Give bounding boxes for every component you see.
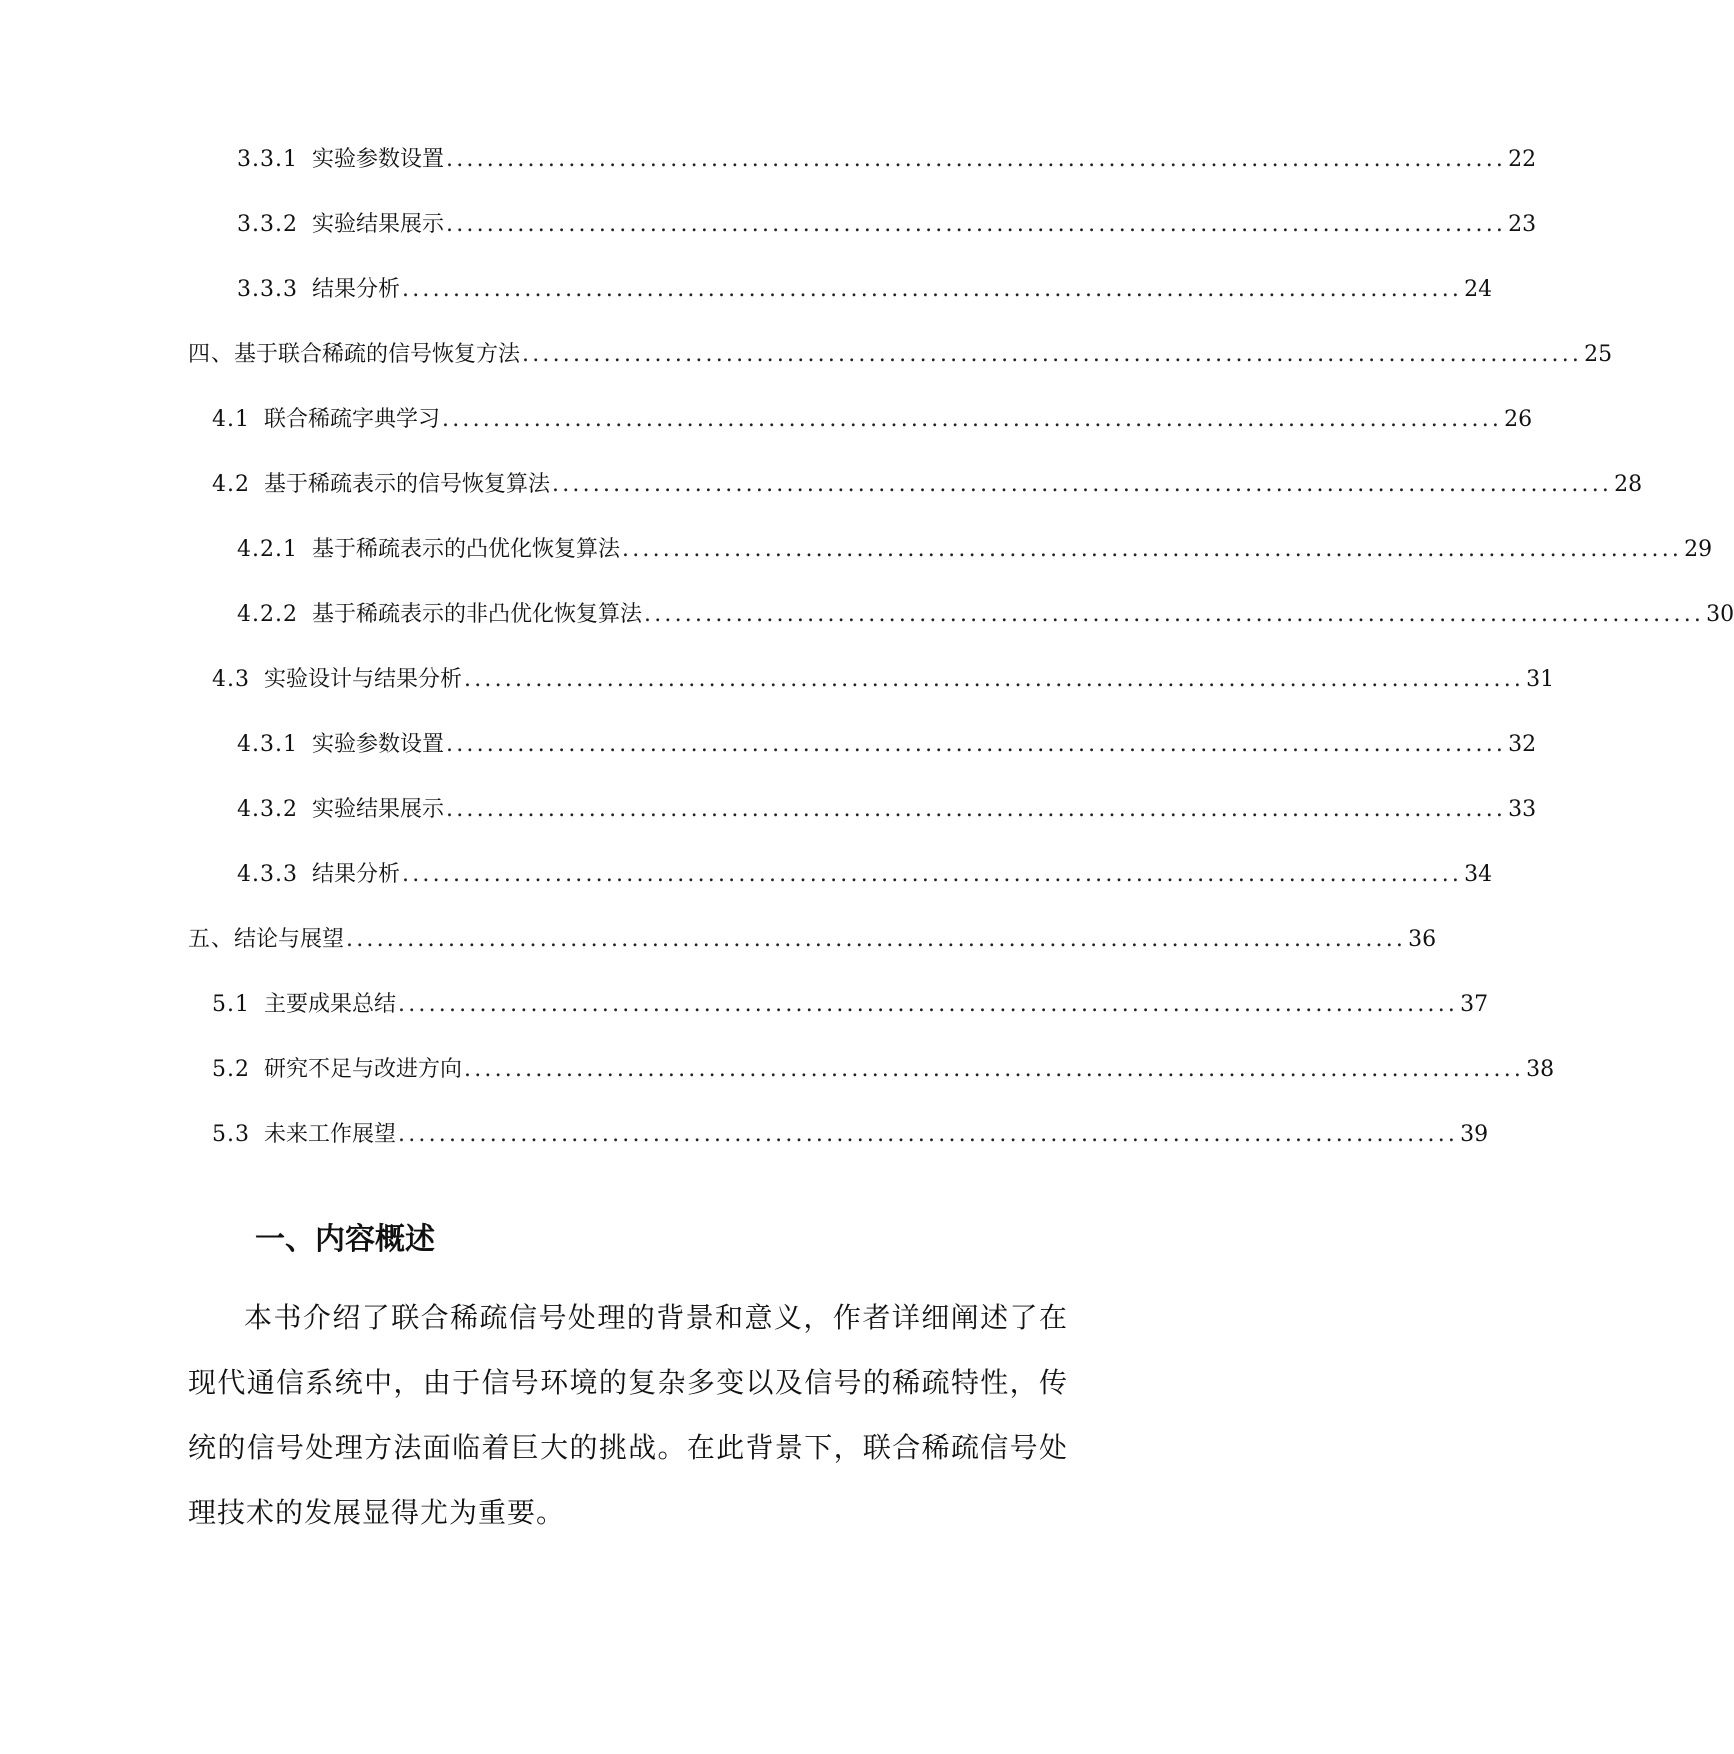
toc-entry-number: 4.2.1 [237, 537, 298, 562]
toc-entry[interactable] [212, 1115, 1489, 1155]
toc-entry-page: 32 [1508, 732, 1537, 757]
toc-entry-number: 四、 [188, 342, 235, 367]
toc-entry-page: 39 [1460, 1122, 1489, 1147]
toc-entry-number: 五、 [188, 927, 235, 952]
toc-dot-leader: ........................................................................................................ [622, 537, 1683, 562]
toc-entry-number: 3.3.3 [237, 277, 298, 302]
toc-entry-number: 3.3.2 [237, 212, 298, 237]
toc-entry-number: 4.3.2 [237, 797, 298, 822]
toc-entry[interactable] [212, 660, 1555, 700]
toc-entry[interactable] [188, 920, 1437, 960]
toc-entry-page: 23 [1508, 212, 1537, 237]
toc-entry[interactable] [237, 205, 1537, 245]
toc-entry[interactable] [237, 725, 1537, 765]
toc-entry-number: 4.3 [212, 667, 250, 692]
toc-entry-number: 3.3.1 [237, 147, 298, 172]
toc-entry-number: 4.3.1 [237, 732, 298, 757]
toc-entry-page: 28 [1614, 472, 1643, 497]
toc-entry-number: 4.2 [212, 472, 250, 497]
toc-entry[interactable] [188, 335, 1613, 375]
toc-dot-leader: ........................................................................................................ [442, 407, 1503, 432]
toc-entry-number: 4.2.2 [237, 602, 298, 627]
toc-entry-page: 30 [1706, 602, 1734, 627]
body-paragraph: 本书介绍了联合稀疏信号处理的背景和意义，作者详细阐述了在现代通信系统中，由于信号环境的复杂多变以及信号的稀疏特性，传统的信号处理方法面临着巨大的挑战。在此背景下，联合稀疏信号处理技术的发展显得尤为重要。 [188, 1301, 1068, 1529]
toc-dot-leader: ........................................................................................................ [552, 472, 1613, 497]
toc-entry-title: 实验设计与结果分析 [264, 667, 463, 692]
toc-entry[interactable] [212, 1050, 1555, 1090]
toc-entry-page: 31 [1526, 667, 1555, 692]
toc-entry-title: 结果分析 [311, 862, 400, 887]
toc-entry[interactable] [237, 855, 1493, 895]
toc-dot-leader: ........................................................................................................ [402, 862, 1463, 887]
toc-entry-page: 29 [1684, 537, 1713, 562]
toc-dot-leader: ........................................................................................................ [398, 1122, 1459, 1147]
toc-entry-title: 实验结果展示 [311, 212, 444, 237]
toc-dot-leader: ........................................................................................................ [464, 667, 1525, 692]
toc-dot-leader: ........................................................................................................ [644, 602, 1705, 627]
toc-entry-title: 未来工作展望 [264, 1122, 397, 1147]
toc-dot-leader: ........................................................................................................ [446, 212, 1507, 237]
toc-entry-title: 结果分析 [311, 277, 400, 302]
toc-dot-leader: ........................................................................................................ [398, 992, 1459, 1017]
toc-entry[interactable] [212, 400, 1533, 440]
toc-entry-title: 基于稀疏表示的信号恢复算法 [264, 472, 551, 497]
toc-entry-page: 22 [1508, 147, 1537, 172]
toc-entry[interactable] [237, 530, 1713, 570]
toc-entry-title: 实验结果展示 [311, 797, 444, 822]
toc-entry-title: 研究不足与改进方向 [264, 1057, 463, 1082]
toc-entry-title: 基于联合稀疏的信号恢复方法 [234, 342, 521, 367]
toc-entry[interactable] [237, 595, 1734, 635]
toc-entry[interactable] [212, 465, 1643, 505]
toc-entry-page: 25 [1584, 342, 1613, 367]
toc-entry-page: 24 [1464, 277, 1493, 302]
toc-dot-leader: ........................................................................................................ [522, 342, 1583, 367]
toc-entry-number: 4.3.3 [237, 862, 298, 887]
toc-entry[interactable] [237, 790, 1537, 830]
toc-dot-leader: ........................................................................................................ [464, 1057, 1525, 1082]
toc-entry-page: 36 [1408, 927, 1437, 952]
toc-entry[interactable] [237, 270, 1493, 310]
section-heading: 一、内容概述 [255, 1222, 435, 1257]
toc-entry-title: 基于稀疏表示的非凸优化恢复算法 [311, 602, 642, 627]
toc-entry[interactable] [212, 985, 1489, 1025]
toc-dot-leader: ........................................................................................................ [402, 277, 1463, 302]
toc-dot-leader: ........................................................................................................ [446, 797, 1507, 822]
toc-entry[interactable] [237, 140, 1537, 180]
toc-entry-title: 实验参数设置 [311, 147, 444, 172]
toc-entry-title: 结论与展望 [234, 927, 345, 952]
toc-entry-page: 33 [1508, 797, 1537, 822]
toc-entry-number: 5.2 [212, 1057, 250, 1082]
toc-entry-title: 基于稀疏表示的凸优化恢复算法 [311, 537, 620, 562]
toc-entry-number: 4.1 [212, 407, 250, 432]
toc-dot-leader: ........................................................................................................ [446, 147, 1507, 172]
toc-entry-number: 5.1 [212, 992, 250, 1017]
toc-dot-leader: ........................................................................................................ [346, 927, 1407, 952]
toc-entry-title: 联合稀疏字典学习 [264, 407, 441, 432]
toc-entry-page: 37 [1460, 992, 1489, 1017]
toc-entry-number: 5.3 [212, 1122, 250, 1147]
toc-entry-page: 38 [1526, 1057, 1555, 1082]
toc-entry-page: 34 [1464, 862, 1493, 887]
toc-dot-leader: ........................................................................................................ [446, 732, 1507, 757]
toc-entry-title: 主要成果总结 [264, 992, 397, 1017]
toc-entry-title: 实验参数设置 [311, 732, 444, 757]
toc-entry-page: 26 [1504, 407, 1533, 432]
